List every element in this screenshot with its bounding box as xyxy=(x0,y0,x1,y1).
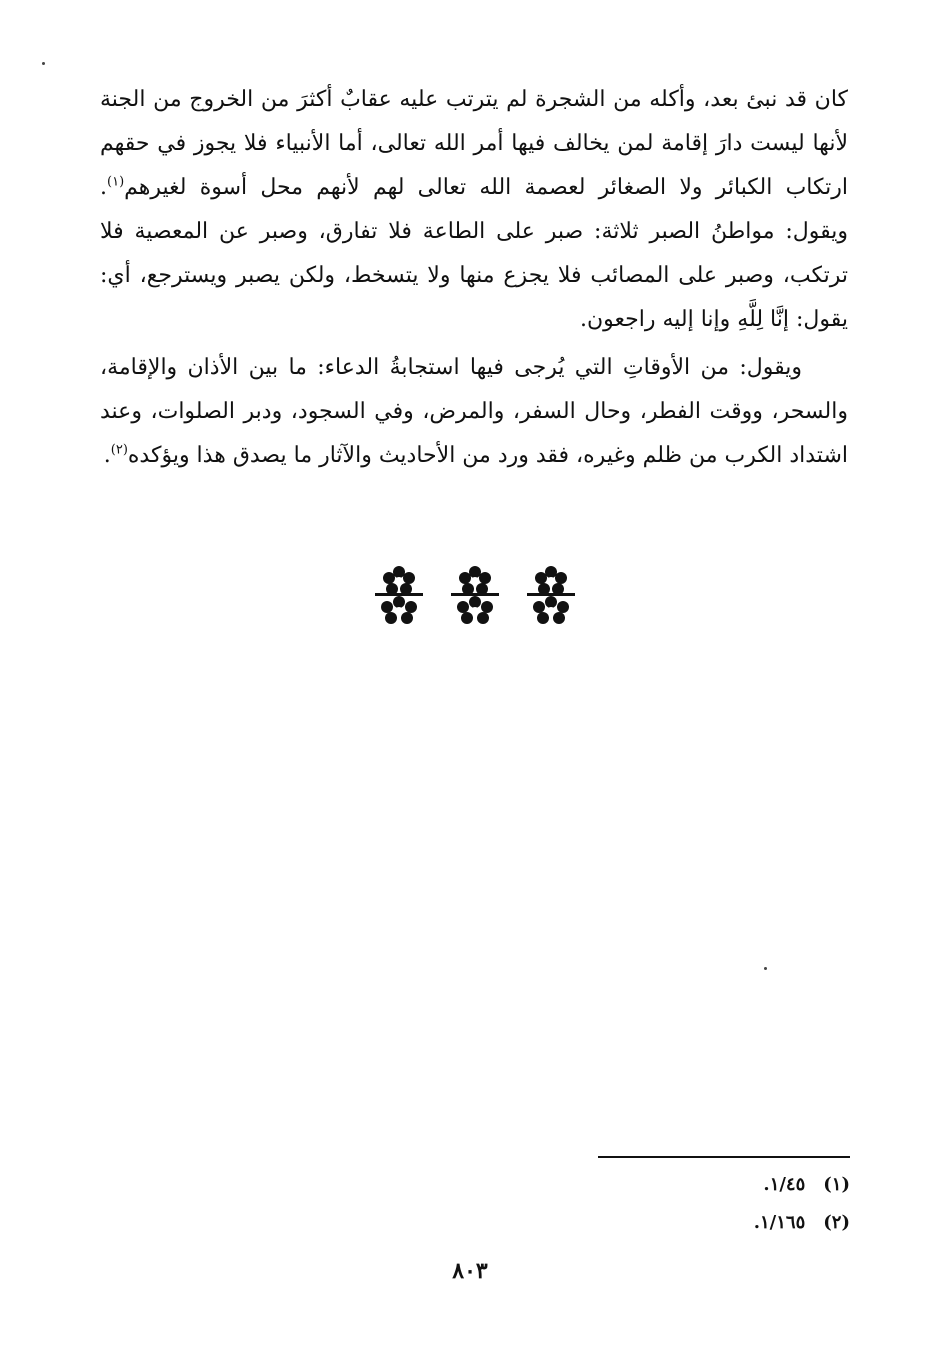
scan-speck xyxy=(42,62,45,65)
paragraph-2 xyxy=(100,346,848,478)
footnote-separator xyxy=(598,1156,850,1158)
flower-ornament-icon xyxy=(522,562,580,626)
footnote-ref-1[interactable]: (١) xyxy=(107,174,125,190)
scan-speck xyxy=(764,967,767,970)
paragraph-1 xyxy=(100,78,848,342)
footnotes xyxy=(600,1166,850,1242)
section-divider-ornaments xyxy=(370,562,580,626)
footnote-text: ١/٤٥. xyxy=(763,1174,806,1195)
main-text xyxy=(100,78,848,478)
page-number: ٨٠٣ xyxy=(452,1258,488,1284)
paragraph-1-text-a: كان قد نبئ بعد، وأكله من الشجرة لم يترتب عليه عقابٌ أكثرَ من الخروج من الجنة لأنها ليست دارَ إقامة لمن يخالف فيها أمر الله تعالى، أما الأنبياء فلا يجوز في حقهم ارتكاب الكبائر ولا الصغائر لعصمة الله تعالى لهم لأنهم محل أسوة لغيرهم xyxy=(100,87,848,200)
footnote-text: ١/١٦٥. xyxy=(753,1212,806,1233)
flower-ornament-icon xyxy=(446,562,504,626)
footnote-1 xyxy=(600,1166,850,1204)
paragraph-2-text-a: ويقول: من الأوقاتِ التي يُرجى فيها استجابةُ الدعاء: ما بين الأذان والإقامة، والسحر، ووقت الفطر، وحال السفر، والمرض، وفي السجود، ودبر الصلوات، وعند اشتداد الكرب من ظلم وغيره، فقد ورد من الأحاديث والآثار ما يصدق هذا ويؤكده xyxy=(100,355,848,468)
paragraph-2-text-b: . xyxy=(103,443,111,468)
paragraph-1-text-b: . ويقول: مواطنُ الصبر ثلاثة: صبر على الطاعة فلا تفارق، وصبر عن المعصية فلا ترتكب، وصبر على المصائب فلا يجزع منها ولا يتسخط، ولكن يصبر ويسترجع، أي: يقول: إنَّا لِلَّهِ وإنا إليه راجعون. xyxy=(100,175,848,332)
footnote-ref-2[interactable]: (٢) xyxy=(110,442,128,458)
footnote-2 xyxy=(600,1204,850,1242)
flower-ornament-icon xyxy=(370,562,428,626)
footnote-number: (١) xyxy=(823,1174,850,1195)
footnote-number: (٢) xyxy=(823,1212,850,1233)
